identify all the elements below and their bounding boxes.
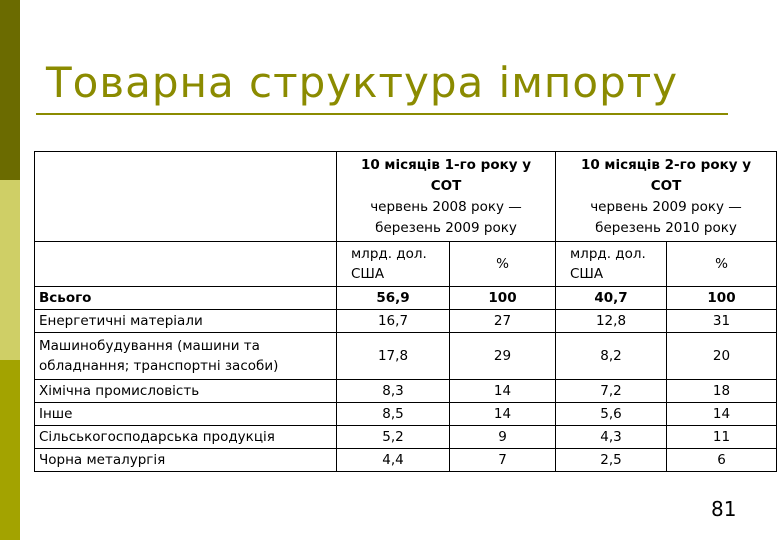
row-label: Чорна металургія: [35, 449, 337, 472]
unit-line2: США: [570, 266, 604, 282]
period2-percent: 6: [667, 449, 777, 472]
period2-unit-header: [556, 242, 667, 287]
unit-header-row: [35, 242, 777, 287]
table-row: [35, 449, 777, 472]
table-row: [35, 333, 777, 380]
period1-heading-line2: СОТ: [430, 177, 462, 194]
side-accent-bar-bottom: [0, 360, 20, 540]
page-number: 81: [711, 497, 737, 521]
period1-value: 8,3: [337, 380, 450, 403]
row-label: Хімічна промисловість: [35, 380, 337, 403]
period1-unit-header: [337, 242, 450, 287]
period2-percent: 100: [667, 287, 777, 310]
table-row: [35, 403, 777, 426]
period1-percent: 27: [450, 310, 556, 333]
table-row: [35, 426, 777, 449]
period2-range-line2: березень 2010 року: [595, 219, 737, 236]
period1-value: 17,8: [337, 333, 450, 380]
title-underline: [36, 113, 728, 115]
period1-value: 56,9: [337, 287, 450, 310]
period2-value: 5,6: [556, 403, 667, 426]
import-structure-table: [34, 151, 777, 472]
period-header-row: [35, 152, 777, 242]
period1-value: 8,5: [337, 403, 450, 426]
period2-header: [556, 152, 777, 242]
period2-value: 7,2: [556, 380, 667, 403]
slide-title: Товарна структура імпорту: [46, 58, 679, 107]
table-row-total: [35, 287, 777, 310]
period1-range-line2: березень 2009 року: [375, 219, 517, 236]
row-label: [35, 333, 337, 380]
period1-percent: 14: [450, 380, 556, 403]
row-label: Енергетичні матеріали: [35, 310, 337, 333]
row-label-line1: Машинобудування (машини та: [39, 338, 260, 354]
table-row: [35, 380, 777, 403]
side-accent-bar-top: [0, 0, 20, 180]
period1-range-line1: червень 2008 року —: [370, 198, 522, 215]
unit-line1: млрд. дол.: [570, 246, 646, 262]
table-row: [35, 310, 777, 333]
period1-percent: 100: [450, 287, 556, 310]
period2-heading-line1: 10 місяців 2-го року у: [580, 156, 752, 173]
period1-percent: 14: [450, 403, 556, 426]
period1-heading-line1: 10 місяців 1-го року у: [360, 156, 532, 173]
row-label: Всього: [35, 287, 337, 310]
period2-percent: 20: [667, 333, 777, 380]
period2-percent: 11: [667, 426, 777, 449]
period1-header: [337, 152, 556, 242]
period2-value: 2,5: [556, 449, 667, 472]
period2-value: 12,8: [556, 310, 667, 333]
period2-percent: 18: [667, 380, 777, 403]
period2-value: 8,2: [556, 333, 667, 380]
period1-percent: 7: [450, 449, 556, 472]
period1-percent-header: %: [450, 242, 556, 287]
side-accent-bar-middle: [0, 180, 20, 360]
period1-value: 5,2: [337, 426, 450, 449]
period2-percent-header: %: [667, 242, 777, 287]
period1-value: 16,7: [337, 310, 450, 333]
period2-value: 4,3: [556, 426, 667, 449]
period2-range-line1: червень 2009 року —: [590, 198, 742, 215]
period2-value: 40,7: [556, 287, 667, 310]
header-blank-cell: [35, 152, 337, 242]
period2-percent: 31: [667, 310, 777, 333]
period1-percent: 29: [450, 333, 556, 380]
unit-line1: млрд. дол.: [351, 246, 427, 262]
unit-line2: США: [351, 266, 385, 282]
row-label-line2: обладнання; транспортні засоби): [39, 358, 279, 374]
row-label: Інше: [35, 403, 337, 426]
period1-percent: 9: [450, 426, 556, 449]
period2-percent: 14: [667, 403, 777, 426]
unit-blank-cell: [35, 242, 337, 287]
period2-heading-line2: СОТ: [650, 177, 682, 194]
period1-value: 4,4: [337, 449, 450, 472]
row-label: Сільськогосподарська продукція: [35, 426, 337, 449]
